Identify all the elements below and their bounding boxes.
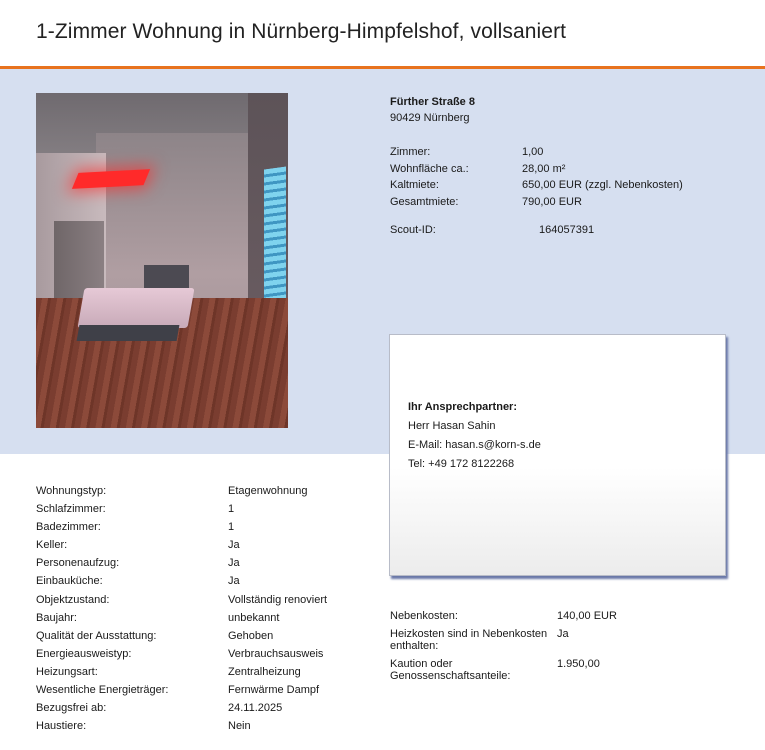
scout-id-label: Scout-ID:	[390, 224, 436, 236]
cost-row	[390, 658, 617, 688]
detail-value: Vollständig renoviert	[228, 593, 328, 606]
detail-row	[36, 500, 327, 518]
cost-label: Kaution oder Genossenschaftsanteile:	[390, 658, 511, 682]
fact-label: Wohnfläche ca.:	[390, 162, 469, 175]
detail-value: Ja	[228, 575, 240, 588]
cost-value: 140,00 EUR	[557, 610, 617, 622]
cost-value: Ja	[557, 628, 569, 640]
detail-label: Keller:	[36, 539, 68, 552]
fact-value: 28,00 m²	[522, 162, 566, 175]
fact-row	[390, 161, 683, 178]
detail-label: Bezugsfrei ab:	[36, 702, 107, 715]
fact-row	[390, 194, 683, 211]
cost-row	[390, 610, 617, 628]
detail-value: 1	[228, 503, 235, 516]
detail-row	[36, 536, 327, 554]
detail-value: Zentralheizung	[228, 665, 301, 678]
cost-value: 1.950,00	[557, 658, 600, 670]
detail-label: Schlafzimmer:	[36, 503, 106, 516]
fact-row	[390, 177, 683, 194]
address-street: Fürther Straße 8	[390, 96, 475, 108]
detail-label: Qualität der Ausstattung:	[36, 629, 157, 642]
detail-label: Wohnungstyp:	[36, 485, 107, 497]
detail-row	[36, 482, 327, 500]
detail-row	[36, 572, 327, 590]
key-facts	[390, 144, 683, 210]
detail-label: Wesentliche Energieträger:	[36, 684, 169, 697]
detail-label: Baujahr:	[36, 611, 77, 624]
detail-label: Einbauküche:	[36, 575, 103, 588]
fact-value: 1,00	[522, 146, 544, 158]
detail-value: Ja	[228, 557, 240, 570]
fact-value: 650,00 EUR (zzgl. Nebenkosten)	[522, 179, 683, 191]
detail-row	[36, 591, 327, 609]
cost-label: Nebenkosten:	[390, 610, 458, 622]
detail-row	[36, 663, 327, 681]
contact-email[interactable]: E-Mail: hasan.s@korn-s.de	[408, 439, 541, 451]
contact-card	[389, 334, 726, 576]
detail-label: Energieausweistyp:	[36, 647, 132, 660]
detail-value: Nein	[228, 720, 251, 733]
detail-row	[36, 627, 327, 645]
header	[0, 0, 765, 67]
detail-row	[36, 645, 327, 663]
detail-value: Ja	[228, 539, 240, 552]
detail-value: Fernwärme Dampf	[228, 684, 320, 697]
cost-details	[390, 610, 617, 688]
detail-value: Verbrauchsausweis	[228, 647, 324, 660]
detail-value: Etagenwohnung	[228, 485, 308, 497]
cost-row	[390, 628, 617, 658]
cost-label: Heizkosten sind in Nebenkosten enthalten:	[390, 628, 548, 652]
listing-photo	[36, 93, 288, 428]
detail-row	[36, 699, 327, 717]
fact-label: Gesamtmiete:	[390, 195, 459, 208]
fact-label: Kaltmiete:	[390, 179, 439, 191]
fact-value: 790,00 EUR	[522, 195, 582, 208]
detail-value: Gehoben	[228, 629, 274, 642]
detail-value: unbekannt	[228, 611, 280, 624]
detail-value: 1	[228, 521, 235, 534]
detail-label: Badezimmer:	[36, 521, 101, 534]
detail-row	[36, 717, 327, 735]
contact-heading: Ihr Ansprechpartner:	[408, 401, 518, 413]
detail-row	[36, 518, 327, 536]
detail-row	[36, 554, 327, 572]
fact-row	[390, 144, 683, 161]
detail-label: Personenaufzug:	[36, 557, 120, 570]
address-city: 90429 Nürnberg	[390, 112, 470, 124]
detail-row	[36, 609, 327, 627]
fact-label: Zimmer:	[390, 146, 431, 158]
scout-id	[390, 224, 594, 236]
detail-label: Haustiere:	[36, 720, 87, 733]
detail-label: Objektzustand:	[36, 593, 110, 606]
detail-value: 24.11.2025	[228, 702, 283, 715]
page-title: 1-Zimmer Wohnung in Nürnberg-Himpfelshof, vollsaniert	[36, 20, 567, 43]
detail-row	[36, 681, 327, 699]
contact-name: Herr Hasan Sahin	[408, 420, 496, 432]
scout-id-value: 164057391	[539, 224, 595, 236]
contact-phone[interactable]: Tel: +49 172 8122268	[408, 458, 515, 470]
detail-label: Heizungsart:	[36, 665, 98, 678]
property-details	[36, 482, 327, 735]
address	[390, 94, 475, 126]
